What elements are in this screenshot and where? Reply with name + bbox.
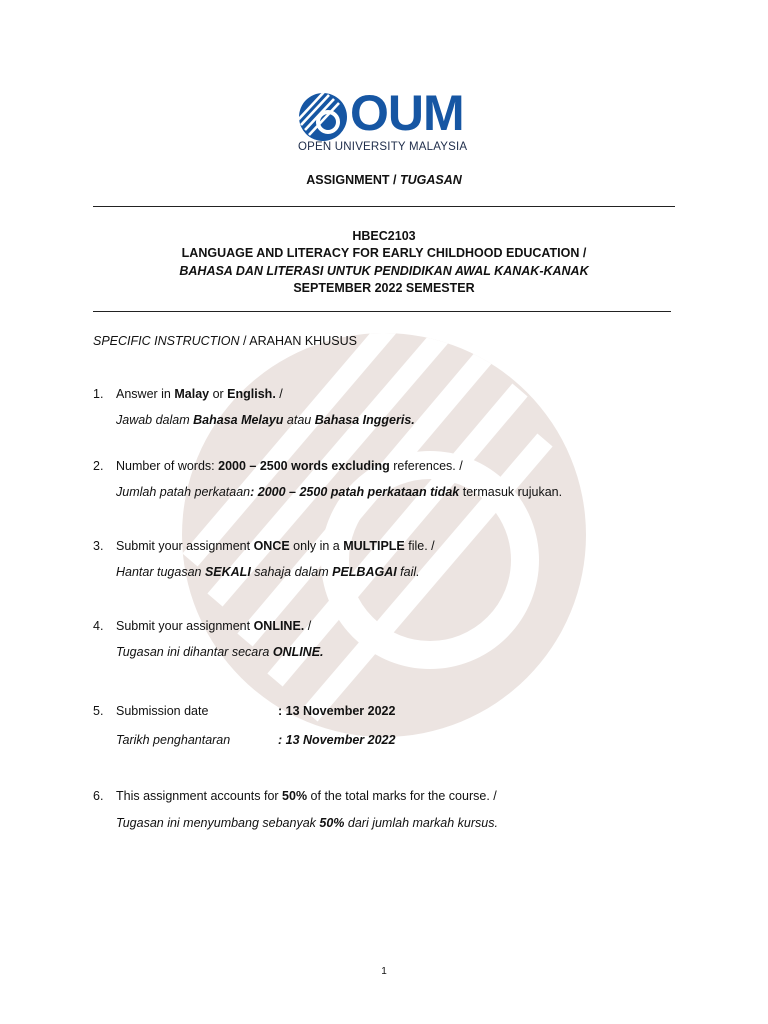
instruction-3-en: 3. Submit your assignment ONCE only in a MULTIPLE file. /	[93, 539, 435, 553]
course-code: HBEC2103	[352, 229, 416, 243]
top-rule	[93, 206, 675, 207]
instruction-3-my: Hantar tugasan SEKALI sahaja dalam PELBAGAI fail.	[116, 565, 420, 579]
instruction-1-en: 1. Answer in Malay or English. /	[93, 387, 283, 401]
instructions-heading-sep: /	[239, 334, 250, 348]
instructions-heading	[93, 334, 357, 348]
instructions-heading-en: SPECIFIC INSTRUCTION	[93, 334, 240, 348]
oum-wordmark: OUM	[350, 85, 464, 141]
instruction-6-my: Tugasan ini menyumbang sebanyak 50% dari jumlah markah kursus.	[116, 816, 498, 830]
instruction-4-my: Tugasan ini dihantar secara ONLINE.	[116, 645, 324, 659]
logo-subtitle: OPEN UNIVERSITY MALAYSIA	[298, 141, 468, 153]
bottom-rule	[93, 311, 671, 312]
submission-date-label: Submission date	[116, 704, 209, 718]
assignment-sep: /	[389, 173, 400, 187]
instruction-2-my: Jumlah patah perkataan: 2000 – 2500 patah perkataan tidak termasuk rujukan.	[116, 485, 563, 499]
instruction-5-my	[116, 733, 395, 747]
submission-date-value: : 13 November 2022	[278, 704, 396, 718]
instructions-heading-my: ARAHAN KHUSUS	[249, 334, 357, 348]
page-number: 1	[381, 966, 387, 977]
oum-logo-emblem	[298, 92, 348, 142]
tarikh-label: Tarikh penghantaran	[116, 733, 231, 747]
tarikh-value: : 13 November 2022	[278, 733, 396, 747]
instruction-1-my: Jawab dalam Bahasa Melayu atau Bahasa Inggeris.	[116, 413, 415, 427]
instruction-2-en: 2. Number of words: 2000 – 2500 words excluding references. /	[93, 459, 463, 473]
course-title-my: BAHASA DAN LITERASI UNTUK PENDIDIKAN AWAL KANAK-KANAK	[179, 264, 589, 278]
course-title-en: LANGUAGE AND LITERACY FOR EARLY CHILDHOOD EDUCATION /	[181, 246, 587, 260]
instruction-4-en: 4. Submit your assignment ONLINE. /	[93, 619, 312, 633]
semester: SEPTEMBER 2022 SEMESTER	[293, 281, 475, 295]
assignment-my: TUGASAN	[399, 173, 462, 187]
instruction-5-en: 5. Submission date : 13 November 2022	[93, 704, 396, 718]
assignment-en: ASSIGNMENT	[306, 173, 390, 187]
assignment-heading	[0, 173, 768, 187]
instruction-6-en: 6. This assignment accounts for 50% of the total marks for the course. /	[93, 789, 497, 803]
